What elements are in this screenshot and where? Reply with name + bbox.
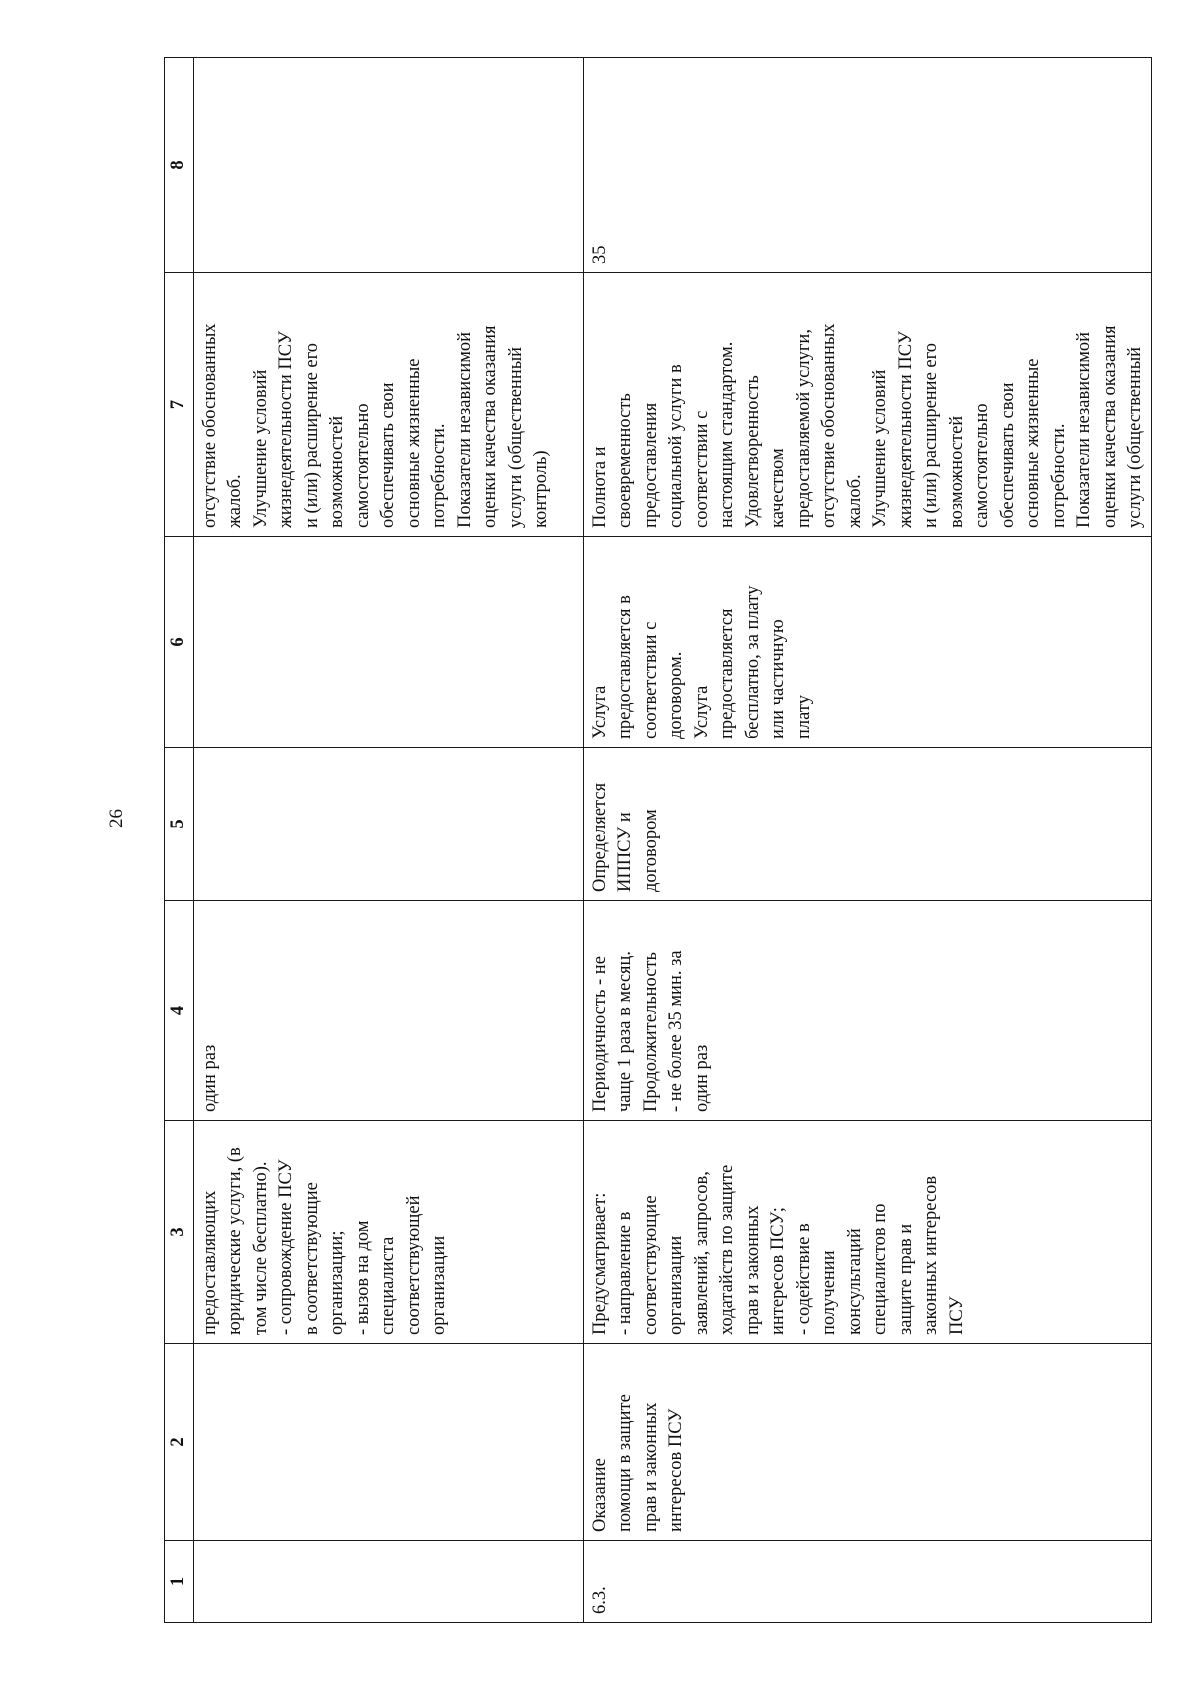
cell-line: соответствии с — [691, 410, 712, 528]
cell-line: прав и законных — [742, 1205, 763, 1335]
cell-line: - сопровождение ПСУ — [276, 1159, 296, 1335]
cell-line: - вызов на дом — [352, 1220, 373, 1335]
header-col-5: 5 — [165, 748, 194, 901]
cell-line: основные жизненные — [403, 358, 424, 528]
cell-line: предоставляемой услуги, — [793, 329, 814, 528]
cell-line: ПСУ — [946, 1296, 967, 1335]
cell-line: ИППСУ и — [615, 812, 635, 892]
table-cell — [583, 58, 1151, 273]
cell-line: Улучшение условий — [250, 369, 271, 528]
cell-line: заявлений, запросов, — [691, 1171, 712, 1335]
cell-line: Улучшение условий — [870, 369, 890, 528]
cell-line: социальной услуги в — [666, 364, 686, 528]
cell-line: Полнота и — [589, 446, 610, 528]
table-cell — [193, 1344, 583, 1541]
cell-line: Определяется — [589, 782, 610, 892]
cell-line: законных интересов — [921, 1175, 941, 1335]
cell-line: услуги (общественный — [505, 346, 526, 528]
cell-line: обеспечивать свои — [997, 382, 1018, 528]
table-cell — [583, 537, 1151, 748]
cell-line: получении — [819, 1250, 839, 1335]
header-col-3: 3 — [165, 1121, 194, 1344]
table-cell — [193, 58, 583, 273]
page-number: 26 — [106, 809, 127, 828]
cell-line: предоставляется в — [615, 595, 635, 739]
table-cell — [193, 901, 583, 1121]
cell-line: плату — [793, 695, 814, 739]
cell-line: потребности. — [1048, 423, 1069, 528]
service-standard-table — [164, 57, 1152, 1623]
cell-line: консультаций — [844, 1228, 865, 1335]
cell-line: юридические услуги, (в — [225, 1147, 245, 1335]
header-col-7: 7 — [165, 273, 194, 537]
cell-line: потребности. — [429, 423, 449, 528]
cell-line: специалиста — [378, 1236, 398, 1335]
table-cell — [193, 748, 583, 901]
cell-line: жалоб. — [844, 474, 865, 528]
cell-line: Услуга — [691, 685, 712, 739]
cell-line: один раз — [199, 1044, 220, 1112]
table-row — [583, 58, 1151, 1623]
header-col-8: 8 — [165, 58, 194, 273]
cell-line: жалоб. — [225, 474, 245, 528]
header-col-2: 2 — [165, 1344, 194, 1541]
cell-line: один раз — [691, 1044, 712, 1112]
table-cell — [583, 1541, 1151, 1623]
cell-line: и (или) расширение его — [301, 342, 322, 528]
cell-line: - направление в — [615, 1211, 635, 1335]
table-cell — [583, 1344, 1151, 1541]
cell-line: предоставления — [640, 402, 661, 528]
cell-line: жизнедеятельности ПСУ — [276, 331, 296, 528]
table-cell — [193, 1121, 583, 1344]
cell-line: в соответствующие — [301, 1182, 322, 1335]
cell-line: 6.3. — [589, 1586, 610, 1614]
cell-line: Удовлетворенность — [742, 375, 763, 528]
cell-line: или частичную — [768, 619, 788, 739]
cell-line: Показатели независимой — [1074, 331, 1094, 528]
cell-line: своевременность — [615, 393, 635, 528]
cell-line: предоставляется — [717, 608, 737, 739]
cell-line: оценки качества оказания — [1099, 325, 1120, 528]
cell-line: прав и законных — [640, 1402, 661, 1532]
cell-line: организации; — [327, 1230, 347, 1335]
cell-line: Продолжительность — [640, 952, 661, 1112]
table-cell — [583, 748, 1151, 901]
cell-line: организации — [666, 1235, 686, 1335]
header-col-1: 1 — [165, 1541, 194, 1623]
cell-line: отсутствие обоснованных — [819, 323, 839, 528]
cell-line: специалистов по — [870, 1203, 890, 1335]
cell-line: Предусматривает: — [589, 1192, 610, 1335]
cell-line: предоставляющих — [199, 1190, 220, 1335]
cell-line: возможностей — [327, 415, 347, 528]
cell-line: защите прав и — [895, 1223, 916, 1335]
header-row — [165, 58, 194, 1623]
cell-line: настоящим стандартом. — [717, 341, 737, 528]
cell-line: ходатайств по защите — [717, 1164, 737, 1335]
cell-line: качеством — [768, 448, 788, 528]
cell-line: Периодичность - не — [589, 956, 610, 1112]
cell-line: 35 — [589, 245, 610, 264]
cell-line: соответствующие — [640, 1195, 661, 1335]
cell-line: самостоятельно — [972, 403, 992, 528]
cell-line: основные жизненные — [1023, 358, 1043, 528]
header-col-4: 4 — [165, 901, 194, 1121]
cell-line: - содействие в — [793, 1223, 814, 1335]
cell-line: услуги (общественный — [1125, 346, 1145, 528]
cell-line: чаще 1 раза в месяц. — [615, 950, 635, 1112]
cell-line: Показатели независимой — [454, 331, 475, 528]
cell-line: обеспечивать свои — [378, 382, 398, 528]
cell-line: организации — [429, 1235, 449, 1335]
table-cell — [193, 273, 583, 537]
rotated-table-container — [164, 58, 1181, 1623]
cell-line: бесплатно, за плату — [742, 585, 763, 739]
cell-line: интересов ПСУ; — [768, 1207, 788, 1335]
cell-line: - не более 35 мин. за — [666, 950, 686, 1112]
cell-line: соответствующей — [403, 1195, 424, 1335]
cell-line: Услуга — [589, 685, 610, 739]
cell-line: контроль) — [531, 450, 551, 528]
cell-line: Оказание — [589, 1458, 610, 1532]
cell-line: жизнедеятельности ПСУ — [895, 331, 916, 528]
table-row — [193, 58, 583, 1623]
cell-line: возможностей — [946, 415, 967, 528]
table-cell — [583, 1121, 1151, 1344]
cell-line: договором — [640, 809, 661, 892]
cell-line: помощи в защите — [615, 1394, 635, 1532]
cell-line: и (или) расширение его — [921, 342, 941, 528]
table-cell — [193, 537, 583, 748]
cell-line: том числе бесплатно). — [250, 1161, 271, 1335]
cell-line: договором. — [666, 651, 686, 739]
table-cell — [583, 273, 1151, 537]
cell-line: отсутствие обоснованных — [199, 323, 220, 528]
table-cell — [583, 901, 1151, 1121]
cell-line: соответствии с — [640, 621, 661, 739]
cell-line: интересов ПСУ — [666, 1408, 686, 1532]
header-col-6: 6 — [165, 537, 194, 748]
table-cell — [193, 1541, 583, 1623]
cell-line: самостоятельно — [352, 403, 373, 528]
cell-line: оценки качества оказания — [480, 325, 500, 528]
